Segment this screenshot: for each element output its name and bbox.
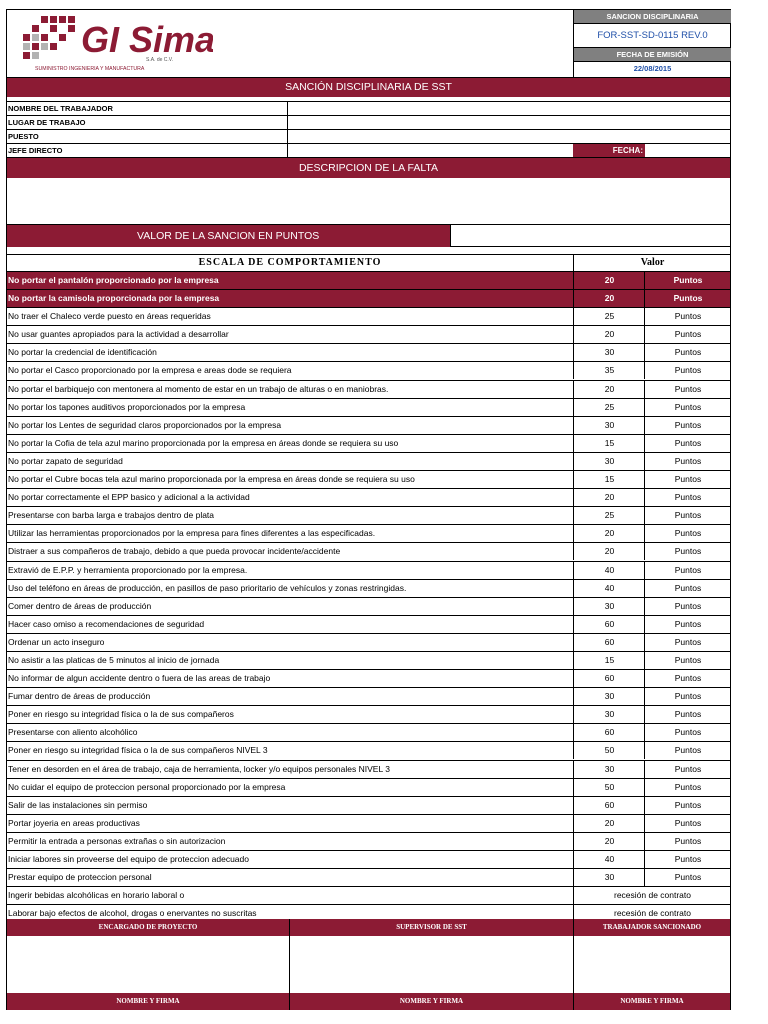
points-unit: Puntos	[644, 742, 731, 759]
table-row	[7, 453, 730, 471]
table-row	[7, 670, 730, 688]
worker-signature-box[interactable]	[574, 936, 730, 993]
points-value: 15	[573, 471, 645, 488]
behavior-description: No portar correctamente el EPP basico y adicional a la actividad	[8, 492, 250, 503]
boss-label: JEFE DIRECTO	[8, 146, 63, 155]
behavior-description: Distraer a sus compañeros de trabajo, debido a que pueda provocar incidente/accidente	[8, 546, 341, 557]
logo-wordmark: GI Sim	[81, 19, 196, 60]
points-unit: Puntos	[644, 272, 731, 289]
behavior-description: No portar la credencial de identificación	[8, 347, 157, 358]
points-unit: Puntos	[644, 489, 731, 506]
behavior-description: Iniciar labores sin proveerse del equipo de proteccion adecuado	[8, 854, 249, 864]
table-row	[7, 616, 730, 634]
points-unit: Puntos	[644, 652, 731, 669]
behavior-description: No portar la camisola proporcionada por la empresa	[8, 293, 220, 304]
table-row	[7, 344, 730, 362]
points-value: 20	[573, 525, 645, 542]
company-logo	[13, 14, 213, 72]
points-unit: Puntos	[644, 417, 731, 434]
points-unit: Puntos	[644, 525, 731, 542]
table-row	[7, 634, 730, 652]
position-row[interactable]	[7, 130, 730, 144]
position-label: PUESTO	[8, 132, 39, 141]
table-row	[7, 598, 730, 616]
points-value: 20	[573, 543, 645, 560]
points-value: 30	[573, 453, 645, 470]
points-value: 60	[573, 797, 645, 814]
project-lead-signature-box[interactable]	[7, 936, 290, 993]
points-unit: Puntos	[644, 399, 731, 416]
table-row	[7, 507, 730, 525]
worker-name-sign: NOMBRE Y FIRMA	[620, 997, 684, 1005]
points-value: 20	[573, 833, 645, 850]
table-row	[7, 869, 730, 887]
points-value: 25	[573, 399, 645, 416]
project-lead-name-sign: NOMBRE Y FIRMA	[7, 993, 290, 1010]
points-value: 20	[573, 272, 645, 289]
behavior-description: Permitir la entrada a personas extrañas o sin autorizacion	[8, 835, 226, 846]
table-header	[7, 254, 730, 272]
table-row	[7, 833, 730, 851]
project-lead-header: ENCARGADO DE PROYECTO	[7, 919, 290, 936]
points-unit: Puntos	[644, 706, 731, 723]
supervisor-signature-box[interactable]	[290, 936, 574, 993]
points-value: 15	[573, 652, 645, 669]
behavior-description: Portar joyeria en areas productivas	[8, 817, 140, 828]
points-value: 30	[573, 417, 645, 434]
sanction-outcome: recesión de contrato	[573, 905, 731, 922]
points-unit: Puntos	[644, 724, 731, 741]
points-unit: Puntos	[644, 598, 731, 615]
points-unit: Puntos	[644, 308, 731, 325]
table-row	[7, 815, 730, 833]
points-value: 60	[573, 724, 645, 741]
points-value: 30	[573, 598, 645, 615]
worker-name-label: NOMBRE DEL TRABAJADOR	[8, 104, 113, 113]
points-unit: Puntos	[644, 453, 731, 470]
points-value: 25	[573, 308, 645, 325]
points-input[interactable]	[450, 225, 730, 247]
table-row	[7, 272, 730, 290]
behavior-description: No portar los Lentes de seguridad claros proporcionados por la empresa	[8, 419, 282, 430]
logo-tagline: SUMINISTRO INGENIERIA Y MANUFACTURA	[35, 66, 145, 72]
fault-description-title: DESCRIPCION DE LA FALTA	[7, 158, 730, 178]
points-value: 15	[573, 435, 645, 452]
value-column-header: Valor	[573, 255, 731, 271]
supervisor-name-sign: NOMBRE Y FIRMA	[290, 993, 574, 1010]
table-row	[7, 326, 730, 344]
behavior-description: Extravió de E.P.P. y herramienta proporcionado por la empresa.	[8, 564, 248, 575]
table-body	[7, 272, 730, 923]
boss-row[interactable]	[7, 144, 730, 158]
date-label: FECHA:	[573, 144, 645, 157]
points-value: 60	[573, 634, 645, 651]
points-unit: Puntos	[644, 580, 731, 597]
table-row	[7, 580, 730, 598]
points-value: 30	[573, 688, 645, 705]
points-unit: Puntos	[644, 562, 731, 579]
behavior-description: No portar el barbiquejo con mentonera al momento de estar en un trabajo de alturas o en maniobras.	[8, 383, 389, 394]
table-row	[7, 779, 730, 797]
table-row	[7, 887, 730, 905]
supervisor-header: SUPERVISOR DE SST	[290, 919, 574, 936]
points-value: 20	[573, 489, 645, 506]
behavior-description: Presentarse con barba larga e trabajos dentro de plata	[8, 510, 215, 521]
behavior-description: Salir de las instalaciones sin permiso	[8, 799, 148, 810]
behavior-description: No traer el Chaleco verde puesto en áreas requeridas	[8, 311, 211, 322]
behavior-description: No informar de algun accidente dentro o fuera de las areas de trabajo	[8, 673, 271, 684]
behavior-description: Ingerir bebidas alcohólicas en horario laboral o	[8, 890, 185, 901]
points-value: 20	[573, 815, 645, 832]
points-value: 50	[573, 742, 645, 759]
logo-suffix: S.A. de C.V.	[146, 57, 174, 63]
points-unit: Puntos	[644, 543, 731, 560]
table-row	[7, 471, 730, 489]
behavior-description: No portar el Casco proporcionado por la empresa e areas dode se requiera	[8, 365, 292, 376]
behavior-description: Presentarse con aliento alcohólico	[8, 727, 138, 738]
behavior-description: Tener en desorden en el área de trabajo, caja de herramienta, locker y/o equipos personales NIVEL 3	[8, 763, 390, 774]
table-row	[7, 706, 730, 724]
form-title: SANCIÓN DISCIPLINARIA DE SST	[7, 78, 730, 97]
table-row	[7, 308, 730, 326]
points-value: 20	[573, 326, 645, 343]
points-unit: Puntos	[644, 290, 731, 307]
doc-code: FOR-SST-SD-0115 REV.0	[574, 24, 731, 48]
points-value: 40	[573, 562, 645, 579]
table-row	[7, 724, 730, 742]
workplace-row[interactable]	[7, 116, 730, 130]
points-value: 30	[573, 761, 645, 778]
points-unit: Puntos	[644, 507, 731, 524]
points-unit: Puntos	[644, 851, 731, 868]
points-value: 50	[573, 779, 645, 796]
behavior-description: Ordenar un acto inseguro	[8, 636, 105, 647]
workplace-label: LUGAR DE TRABAJO	[8, 118, 86, 127]
behavior-description: No usar guantes apropiados para la actividad a desarrollar	[8, 329, 229, 340]
form-header	[7, 10, 730, 78]
points-unit: Puntos	[644, 869, 731, 886]
disciplinary-form	[6, 9, 731, 1010]
table-row	[7, 652, 730, 670]
behavior-description: Prestar equipo de proteccion personal	[8, 872, 152, 883]
points-unit: Puntos	[644, 670, 731, 687]
behavior-description: No cuidar el equipo de proteccion personal proporcionado por la empresa	[8, 781, 286, 792]
table-row	[7, 742, 730, 760]
fault-description-area[interactable]	[7, 178, 730, 225]
doc-type-label: SANCION DISCIPLINARIA	[574, 10, 731, 24]
table-row	[7, 417, 730, 435]
points-unit: Puntos	[644, 616, 731, 633]
points-unit: Puntos	[644, 471, 731, 488]
points-unit: Puntos	[644, 634, 731, 651]
points-value: 60	[573, 670, 645, 687]
issue-date-label: FECHA DE EMISIÓN	[574, 48, 731, 62]
table-row	[7, 290, 730, 308]
sanction-outcome: recesión de contrato	[573, 887, 731, 904]
worker-name-row[interactable]	[7, 102, 730, 116]
behavior-description: Fumar dentro de áreas de producción	[8, 691, 151, 702]
points-unit: Puntos	[644, 815, 731, 832]
issue-date: 22/08/2015	[633, 64, 672, 73]
points-unit: Puntos	[644, 344, 731, 361]
table-row	[7, 562, 730, 580]
points-unit: Puntos	[644, 833, 731, 850]
points-value: 30	[573, 706, 645, 723]
behavior-description: Utilizar las herramientas proporcionados por la empresa para fines diferentes a las especificadas.	[8, 528, 376, 539]
points-value: 35	[573, 362, 645, 379]
table-row	[7, 761, 730, 779]
points-value: 60	[573, 616, 645, 633]
points-value: 40	[573, 851, 645, 868]
scale-column-header: ESCALA DE COMPORTAMIENTO	[198, 257, 382, 268]
behavior-description: No portar zapato de seguridad	[8, 455, 123, 466]
table-row	[7, 851, 730, 869]
points-unit: Puntos	[644, 779, 731, 796]
behavior-description: No portar el pantalón proporcionado por la empresa	[8, 275, 219, 285]
table-row	[7, 489, 730, 507]
behavior-description: No portar el Cubre bocas tela azul marino proporcionada por la empresa en áreas donde se requiera su uso	[8, 474, 415, 485]
table-row	[7, 543, 730, 561]
behavior-description: No portar la Cofia de tela azul marino proporcionada por la empresa en áreas donde se requiera su uso	[8, 437, 399, 448]
points-unit: Puntos	[644, 761, 731, 778]
table-row	[7, 399, 730, 417]
behavior-description: No portar los tapones auditivos proporcionados por la empresa	[8, 401, 246, 412]
table-row	[7, 435, 730, 453]
worker-header: TRABAJADOR SANCIONADO	[602, 923, 702, 931]
behavior-description: Laborar bajo efectos de alcohol, drogas o enervantes no suscritas	[8, 908, 257, 919]
table-row	[7, 381, 730, 399]
table-row	[7, 362, 730, 380]
table-row	[7, 525, 730, 543]
points-unit: Puntos	[644, 326, 731, 343]
table-row	[7, 797, 730, 815]
points-value: 25	[573, 507, 645, 524]
points-value: 30	[573, 344, 645, 361]
points-value: 20	[573, 381, 645, 398]
document-meta	[573, 10, 731, 77]
table-row	[7, 688, 730, 706]
behavior-description: Hacer caso omiso a recomendaciones de seguridad	[8, 618, 205, 629]
points-unit: Puntos	[644, 797, 731, 814]
points-value: 30	[573, 869, 645, 886]
behavior-description: No asistir a las platicas de 5 minutos al inicio de jornada	[8, 654, 220, 665]
points-title: VALOR DE LA SANCION EN PUNTOS	[7, 225, 450, 247]
points-value: 20	[573, 290, 645, 307]
points-unit: Puntos	[644, 362, 731, 379]
behavior-description: Uso del teléfono en áreas de producción, en pasillos de paso prioritario de vehículos y zonas restringidas.	[8, 582, 407, 593]
behavior-scale-table	[7, 254, 730, 923]
behavior-description: Comer dentro de áreas de producción	[8, 600, 152, 611]
points-value: 40	[573, 580, 645, 597]
points-unit: Puntos	[644, 381, 731, 398]
behavior-description: Poner en riesgo su integridad física o la de sus compañeros	[8, 709, 234, 720]
points-unit: Puntos	[644, 688, 731, 705]
points-unit: Puntos	[644, 435, 731, 452]
behavior-description: Poner en riesgo su integridad física o la de sus compañeros NIVEL 3	[8, 745, 268, 756]
